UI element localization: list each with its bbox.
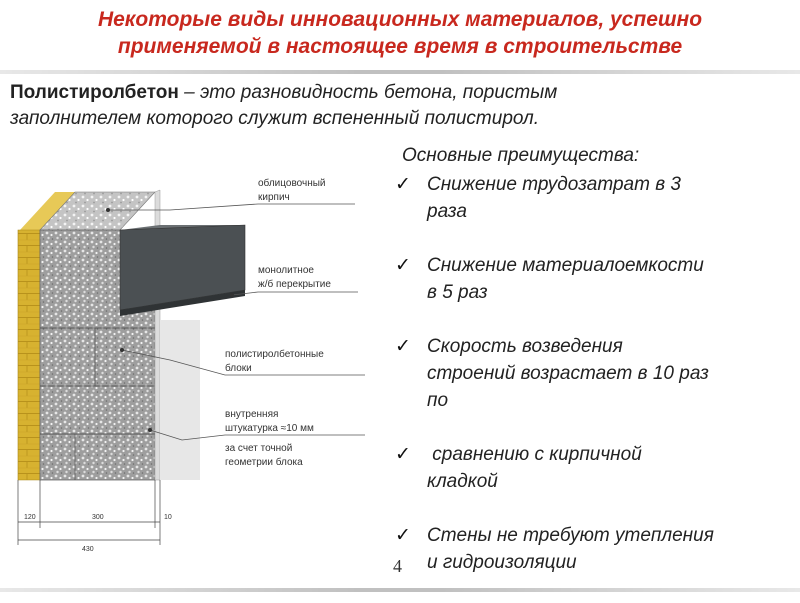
leader-dot xyxy=(106,208,110,212)
dimension-block: 300 xyxy=(92,514,104,521)
advantage-text: и гидроизоляции xyxy=(427,552,577,573)
intro-paragraph xyxy=(10,80,790,132)
label-slab-1: монолитное xyxy=(258,265,314,276)
title-divider xyxy=(0,70,800,74)
advantage-text: Снижение материалоемкости xyxy=(427,255,704,276)
leader-dot xyxy=(148,428,152,432)
advantages-list xyxy=(393,171,793,603)
intro-term: Полистиролбетон xyxy=(10,82,179,103)
wall-section-diagram xyxy=(0,150,400,570)
leader-dot xyxy=(230,293,234,297)
label-plaster-4: геометрии блока xyxy=(225,457,303,468)
dimension-plaster: 10 xyxy=(164,514,172,521)
dimension-brick: 120 xyxy=(24,514,36,521)
advantage-text: Снижение трудозатрат в 3 xyxy=(427,174,681,195)
dimension-total: 430 xyxy=(82,546,94,553)
advantage-text: Стены не требуют утепления xyxy=(427,525,714,546)
bottom-divider xyxy=(0,588,800,592)
label-facing-brick-1: облицовочный xyxy=(258,178,326,189)
page-number: 4 xyxy=(393,556,402,576)
slide-title-line-1: Некоторые виды инновационных материалов, успешно xyxy=(97,8,703,31)
checkmark-icon: ✓ xyxy=(395,444,411,465)
intro-text-line-2: заполнителем которого служит вспененный полистирол. xyxy=(10,108,540,129)
advantage-text: строений возрастает в 10 раз xyxy=(427,363,709,384)
interior-wall-shadow xyxy=(160,320,200,480)
slide-title-line-2: применяемой в настоящее время в строительстве xyxy=(117,35,683,58)
advantage-item-labor xyxy=(393,171,793,225)
label-plaster-3: за счет точной xyxy=(225,443,293,454)
leader-dot xyxy=(120,348,124,352)
slide-title xyxy=(0,6,800,60)
label-plaster-2: штукатурка ≈10 мм xyxy=(225,423,314,434)
label-plaster-1: внутренняя xyxy=(225,409,279,420)
checkmark-icon: ✓ xyxy=(395,336,411,357)
advantage-item-speed xyxy=(393,333,793,414)
intro-text-line-1: – это разновидность бетона, пористым xyxy=(178,82,558,103)
advantage-text: кладкой xyxy=(427,471,498,492)
advantage-text: раза xyxy=(427,201,467,222)
advantage-text: сравнению с кирпичной xyxy=(427,444,642,465)
advantage-text: в 5 раз xyxy=(427,282,488,303)
checkmark-icon: ✓ xyxy=(395,255,411,276)
label-blocks-2: блоки xyxy=(225,363,252,374)
advantages-heading: Основные преимущества: xyxy=(402,145,640,166)
advantage-item-brick-comparison xyxy=(393,441,793,495)
advantage-text: по xyxy=(427,390,449,411)
label-blocks-1: полистиролбетонные xyxy=(225,349,324,360)
advantage-text: Скорость возведения xyxy=(427,336,623,357)
monolithic-slab xyxy=(120,225,245,316)
dimension-lines xyxy=(18,480,160,545)
label-facing-brick-2: кирпич xyxy=(258,192,290,203)
advantage-item-insulation xyxy=(393,522,793,576)
label-slab-2: ж/б перекрытие xyxy=(258,279,331,290)
checkmark-icon: ✓ xyxy=(395,525,411,546)
checkmark-icon: ✓ xyxy=(395,174,411,195)
advantage-item-material xyxy=(393,252,793,306)
